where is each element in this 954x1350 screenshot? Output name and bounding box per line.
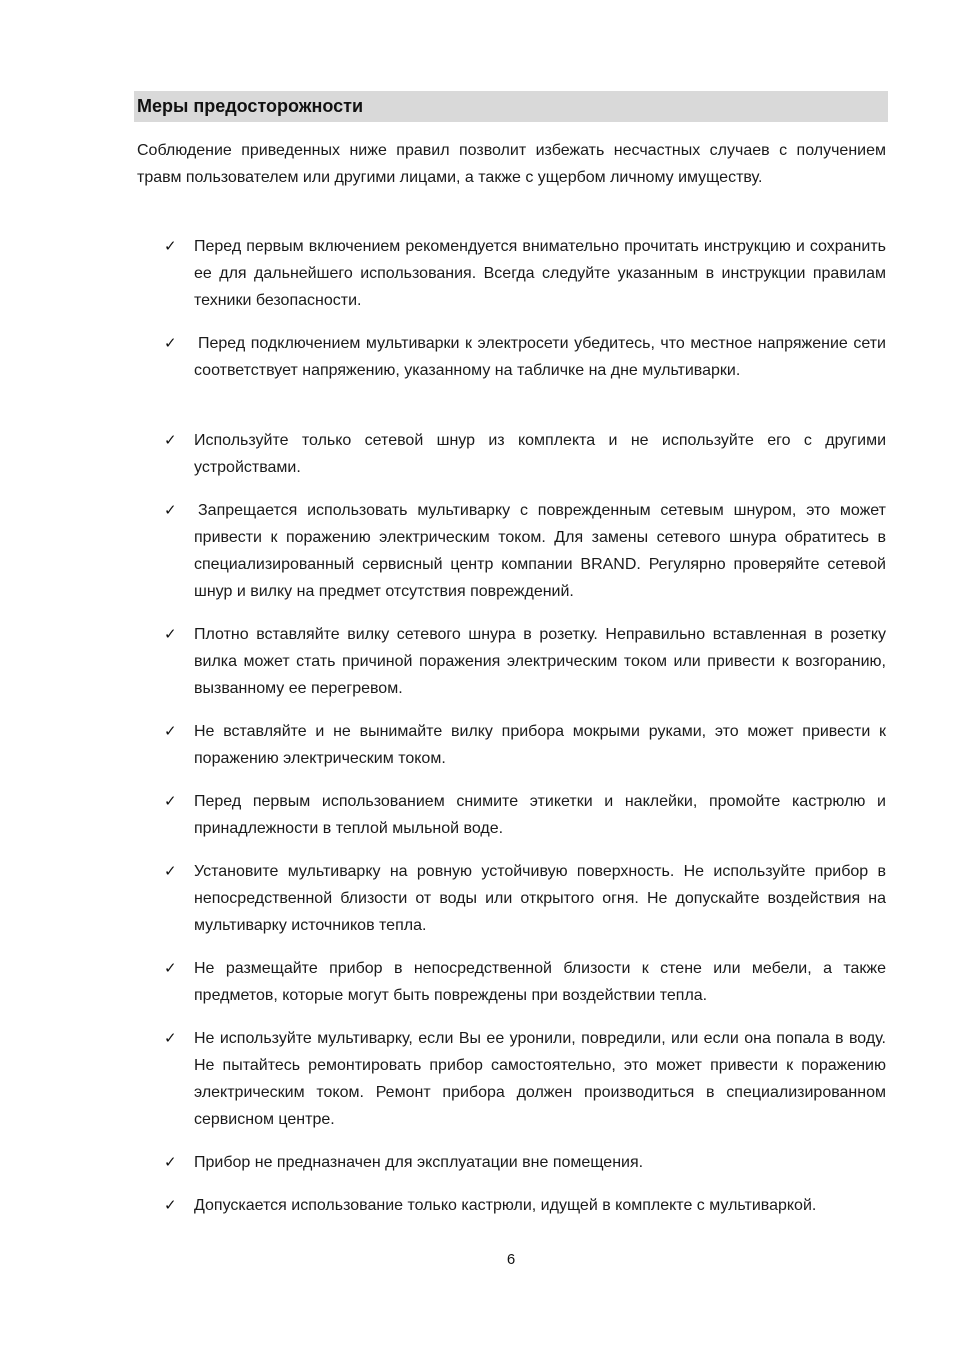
- checkmark-icon: ✓: [164, 237, 177, 255]
- checkmark-icon: ✓: [164, 431, 177, 449]
- checkmark-icon: ✓: [164, 625, 177, 643]
- list-item-text: Установите мультиварку на ровную устойчивую поверхность. Не используйте прибор в непосредственной близости от воды или открытого огня. Не допускайте воздействия на мультиварку источников тепла.: [194, 863, 886, 934]
- list-item-text: Не размещайте прибор в непосредственной близости к стене или мебели, а также предметов, которые могут быть повреждены при воздействии тепла.: [194, 960, 886, 1004]
- section-heading-bar: [134, 91, 888, 122]
- checkmark-icon: ✓: [164, 1153, 177, 1171]
- intro-paragraph: Соблюдение приведенных ниже правил позволит избежать несчастных случаев с получением травм пользователем или другими лицами, а также с ущербом личному имуществу.: [137, 142, 886, 186]
- checkmark-icon: ✓: [164, 1029, 177, 1047]
- checkmark-icon: ✓: [164, 959, 177, 977]
- checkmark-icon: ✓: [164, 792, 177, 810]
- list-item-text: Перед первым включением рекомендуется внимательно прочитать инструкцию и сохранить ее для дальнейшего использования. Всегда следуйте указанным в инструкции правилам техники безопасности.: [194, 238, 886, 309]
- list-item-text: Запрещается использовать мультиварку с поврежденным сетевым шнуром, это может привести к поражению электрическим током. Для замены сетевого шнура обратитесь в специализированный сервисный центр компании BRAND. Регулярно проверяйте сетевой шнур и вилку на предмет отсутствия повреждений.: [194, 502, 886, 600]
- list-item-text: Перед первым использованием снимите этикетки и наклейки, промойте кастрюлю и принадлежности в теплой мыльной воде.: [194, 793, 886, 837]
- checkmark-icon: ✓: [164, 1196, 177, 1214]
- list-item-text: Используйте только сетевой шнур из комплекта и не используйте его с другими устройствами.: [194, 432, 886, 476]
- checkmark-icon: ✓: [164, 334, 177, 352]
- list-item-text: Перед подключением мультиварки к электросети убедитесь, что местное напряжение сети соответствует напряжению, указанному на табличке на дне мультиварки.: [194, 335, 886, 379]
- checkmark-icon: ✓: [164, 862, 177, 880]
- list-item-text: Допускается использование только кастрюли, идущей в комплекте с мультиваркой.: [194, 1197, 817, 1214]
- checkmark-icon: ✓: [164, 501, 177, 519]
- list-item-text: Не используйте мультиварку, если Вы ее уронили, повредили, или если она попала в воду. Не пытайтесь ремонтировать прибор самостоятельно, это может привести к поражению электрическим током. Ремонт прибора должен производиться в специализированном сервисном центре.: [194, 1030, 886, 1128]
- page-number: 6: [506, 1251, 516, 1268]
- checkmark-icon: ✓: [164, 722, 177, 740]
- list-item-text: Плотно вставляйте вилку сетевого шнура в розетку. Неправильно вставленная в розетку вилка может стать причиной поражения электрическим током или привести к возгоранию, вызванному ее перегревом.: [194, 626, 886, 697]
- list-item-text: Прибор не предназначен для эксплуатации вне помещения.: [194, 1154, 644, 1171]
- list-item-text: Не вставляйте и не вынимайте вилку прибора мокрыми руками, это может привести к поражению электрическим током.: [194, 723, 886, 767]
- section-title: Меры предосторожности: [137, 96, 364, 116]
